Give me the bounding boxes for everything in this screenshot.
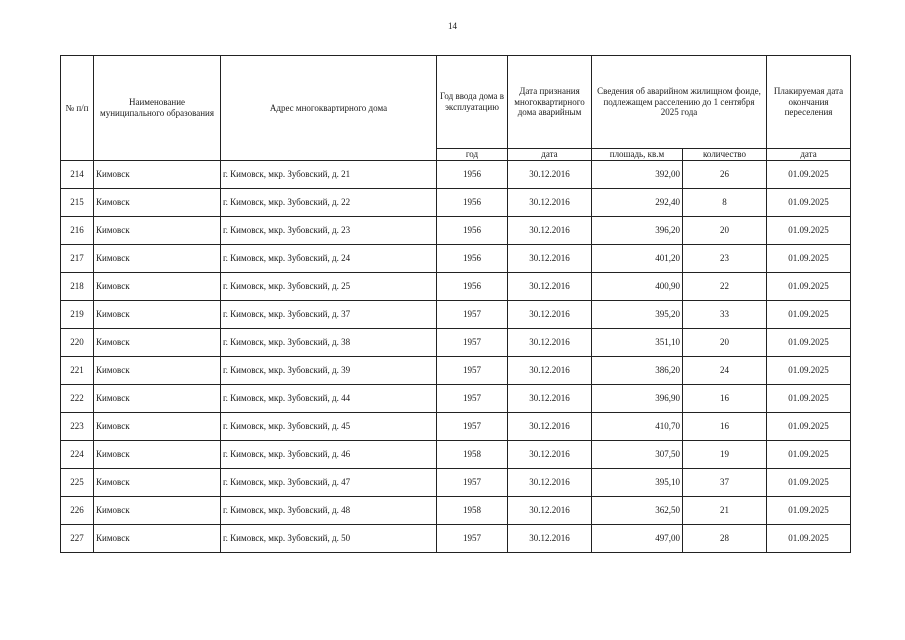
- cell-count: 21: [683, 496, 767, 524]
- cell-address: г. Кимовск, мкр. Зубовский, д. 50: [221, 524, 437, 552]
- cell-num: 218: [61, 272, 94, 300]
- cell-recognition-date: 30.12.2016: [508, 188, 592, 216]
- cell-municipality: Кимовск: [94, 216, 221, 244]
- cell-count: 33: [683, 300, 767, 328]
- cell-planned-date: 01.09.2025: [767, 328, 851, 356]
- col-header-fund-info: Сведения об аварийном жилищном фоиде, подлежащем расселению до 1 сентября 2025 года: [592, 56, 767, 149]
- cell-num: 216: [61, 216, 94, 244]
- cell-address: г. Кимовск, мкр. Зубовский, д. 23: [221, 216, 437, 244]
- cell-recognition-date: 30.12.2016: [508, 300, 592, 328]
- cell-count: 28: [683, 524, 767, 552]
- cell-address: г. Кимовск, мкр. Зубовский, д. 46: [221, 440, 437, 468]
- table-row: [61, 188, 851, 216]
- cell-count: 16: [683, 384, 767, 412]
- cell-count: 19: [683, 440, 767, 468]
- cell-year: 1957: [437, 328, 508, 356]
- cell-area: 401,20: [592, 244, 683, 272]
- cell-num: 221: [61, 356, 94, 384]
- cell-count: 26: [683, 160, 767, 188]
- cell-area: 395,10: [592, 468, 683, 496]
- cell-municipality: Кимовск: [94, 356, 221, 384]
- cell-area: 292,40: [592, 188, 683, 216]
- cell-municipality: Кимовск: [94, 188, 221, 216]
- cell-count: 23: [683, 244, 767, 272]
- col-header-year: Год ввода дома в эксплуатацию: [437, 56, 508, 149]
- unit-recognition-date: дата: [508, 149, 592, 161]
- cell-area: 351,10: [592, 328, 683, 356]
- col-header-num: № п/п: [61, 56, 94, 161]
- cell-area: 400,90: [592, 272, 683, 300]
- cell-planned-date: 01.09.2025: [767, 468, 851, 496]
- cell-num: 215: [61, 188, 94, 216]
- cell-planned-date: 01.09.2025: [767, 440, 851, 468]
- cell-num: 223: [61, 412, 94, 440]
- page-number: 14: [448, 21, 457, 31]
- cell-num: 214: [61, 160, 94, 188]
- cell-municipality: Кимовск: [94, 440, 221, 468]
- col-header-planned-date: Плакируемая дата окончания переселения: [767, 56, 851, 149]
- cell-area: 396,20: [592, 216, 683, 244]
- cell-num: 224: [61, 440, 94, 468]
- cell-year: 1956: [437, 244, 508, 272]
- unit-year: год: [437, 149, 508, 161]
- cell-planned-date: 01.09.2025: [767, 384, 851, 412]
- cell-municipality: Кимовск: [94, 384, 221, 412]
- table-row: [61, 496, 851, 524]
- cell-address: г. Кимовск, мкр. Зубовский, д. 47: [221, 468, 437, 496]
- table-row: [61, 160, 851, 188]
- cell-recognition-date: 30.12.2016: [508, 272, 592, 300]
- unit-area: плошадь, кв.м: [592, 149, 683, 161]
- cell-num: 217: [61, 244, 94, 272]
- table-row: [61, 384, 851, 412]
- cell-address: г. Кимовск, мкр. Зубовский, д. 22: [221, 188, 437, 216]
- cell-municipality: Кимовск: [94, 468, 221, 496]
- cell-year: 1957: [437, 412, 508, 440]
- cell-planned-date: 01.09.2025: [767, 216, 851, 244]
- cell-municipality: Кимовск: [94, 328, 221, 356]
- table-row: [61, 216, 851, 244]
- cell-planned-date: 01.09.2025: [767, 272, 851, 300]
- table-body: [61, 160, 851, 552]
- cell-count: 22: [683, 272, 767, 300]
- emergency-housing-table: [60, 55, 851, 553]
- cell-municipality: Кимовск: [94, 272, 221, 300]
- cell-address: г. Кимовск, мкр. Зубовский, д. 21: [221, 160, 437, 188]
- table-row: [61, 300, 851, 328]
- cell-year: 1956: [437, 216, 508, 244]
- table-row: [61, 440, 851, 468]
- cell-count: 20: [683, 328, 767, 356]
- cell-year: 1958: [437, 496, 508, 524]
- cell-year: 1957: [437, 524, 508, 552]
- cell-area: 497,00: [592, 524, 683, 552]
- cell-recognition-date: 30.12.2016: [508, 244, 592, 272]
- cell-count: 16: [683, 412, 767, 440]
- cell-year: 1957: [437, 468, 508, 496]
- cell-year: 1956: [437, 272, 508, 300]
- table-row: [61, 524, 851, 552]
- cell-municipality: Кимовск: [94, 496, 221, 524]
- cell-municipality: Кимовск: [94, 524, 221, 552]
- cell-num: 226: [61, 496, 94, 524]
- cell-address: г. Кимовск, мкр. Зубовский, д. 45: [221, 412, 437, 440]
- cell-count: 20: [683, 216, 767, 244]
- cell-year: 1956: [437, 188, 508, 216]
- col-header-address: Адрес многоквартирного дома: [221, 56, 437, 161]
- cell-area: 392,00: [592, 160, 683, 188]
- cell-area: 386,20: [592, 356, 683, 384]
- cell-count: 8: [683, 188, 767, 216]
- col-header-recognition-date: Дата признания многоквартирного дома аварийным: [508, 56, 592, 149]
- cell-recognition-date: 30.12.2016: [508, 328, 592, 356]
- table-row: [61, 328, 851, 356]
- cell-address: г. Кимовск, мкр. Зубовский, д. 37: [221, 300, 437, 328]
- cell-recognition-date: 30.12.2016: [508, 496, 592, 524]
- cell-num: 222: [61, 384, 94, 412]
- table-row: [61, 356, 851, 384]
- cell-num: 225: [61, 468, 94, 496]
- cell-recognition-date: 30.12.2016: [508, 440, 592, 468]
- cell-num: 220: [61, 328, 94, 356]
- cell-year: 1957: [437, 356, 508, 384]
- cell-count: 24: [683, 356, 767, 384]
- unit-count: количество: [683, 149, 767, 161]
- cell-area: 307,50: [592, 440, 683, 468]
- cell-year: 1956: [437, 160, 508, 188]
- cell-recognition-date: 30.12.2016: [508, 356, 592, 384]
- unit-planned-date: дата: [767, 149, 851, 161]
- cell-planned-date: 01.09.2025: [767, 524, 851, 552]
- cell-year: 1958: [437, 440, 508, 468]
- cell-address: г. Кимовск, мкр. Зубовский, д. 38: [221, 328, 437, 356]
- cell-recognition-date: 30.12.2016: [508, 384, 592, 412]
- cell-municipality: Кимовск: [94, 160, 221, 188]
- cell-planned-date: 01.09.2025: [767, 356, 851, 384]
- cell-address: г. Кимовск, мкр. Зубовский, д. 24: [221, 244, 437, 272]
- cell-year: 1957: [437, 300, 508, 328]
- cell-municipality: Кимовск: [94, 412, 221, 440]
- cell-planned-date: 01.09.2025: [767, 188, 851, 216]
- header-row: [61, 56, 851, 149]
- cell-recognition-date: 30.12.2016: [508, 468, 592, 496]
- cell-address: г. Кимовск, мкр. Зубовский, д. 39: [221, 356, 437, 384]
- table-row: [61, 244, 851, 272]
- cell-area: 396,90: [592, 384, 683, 412]
- cell-planned-date: 01.09.2025: [767, 412, 851, 440]
- cell-planned-date: 01.09.2025: [767, 160, 851, 188]
- cell-count: 37: [683, 468, 767, 496]
- cell-municipality: Кимовск: [94, 300, 221, 328]
- cell-area: 410,70: [592, 412, 683, 440]
- cell-planned-date: 01.09.2025: [767, 496, 851, 524]
- cell-recognition-date: 30.12.2016: [508, 216, 592, 244]
- table-row: [61, 272, 851, 300]
- cell-recognition-date: 30.12.2016: [508, 160, 592, 188]
- cell-num: 219: [61, 300, 94, 328]
- cell-num: 227: [61, 524, 94, 552]
- col-header-municipality: Наименование муниципального образования: [94, 56, 221, 161]
- cell-area: 362,50: [592, 496, 683, 524]
- cell-municipality: Кимовск: [94, 244, 221, 272]
- cell-recognition-date: 30.12.2016: [508, 524, 592, 552]
- cell-address: г. Кимовск, мкр. Зубовский, д. 44: [221, 384, 437, 412]
- table-row: [61, 468, 851, 496]
- cell-year: 1957: [437, 384, 508, 412]
- table-row: [61, 412, 851, 440]
- cell-address: г. Кимовск, мкр. Зубовский, д. 25: [221, 272, 437, 300]
- cell-area: 395,20: [592, 300, 683, 328]
- cell-address: г. Кимовск, мкр. Зубовский, д. 48: [221, 496, 437, 524]
- cell-planned-date: 01.09.2025: [767, 244, 851, 272]
- cell-recognition-date: 30.12.2016: [508, 412, 592, 440]
- cell-planned-date: 01.09.2025: [767, 300, 851, 328]
